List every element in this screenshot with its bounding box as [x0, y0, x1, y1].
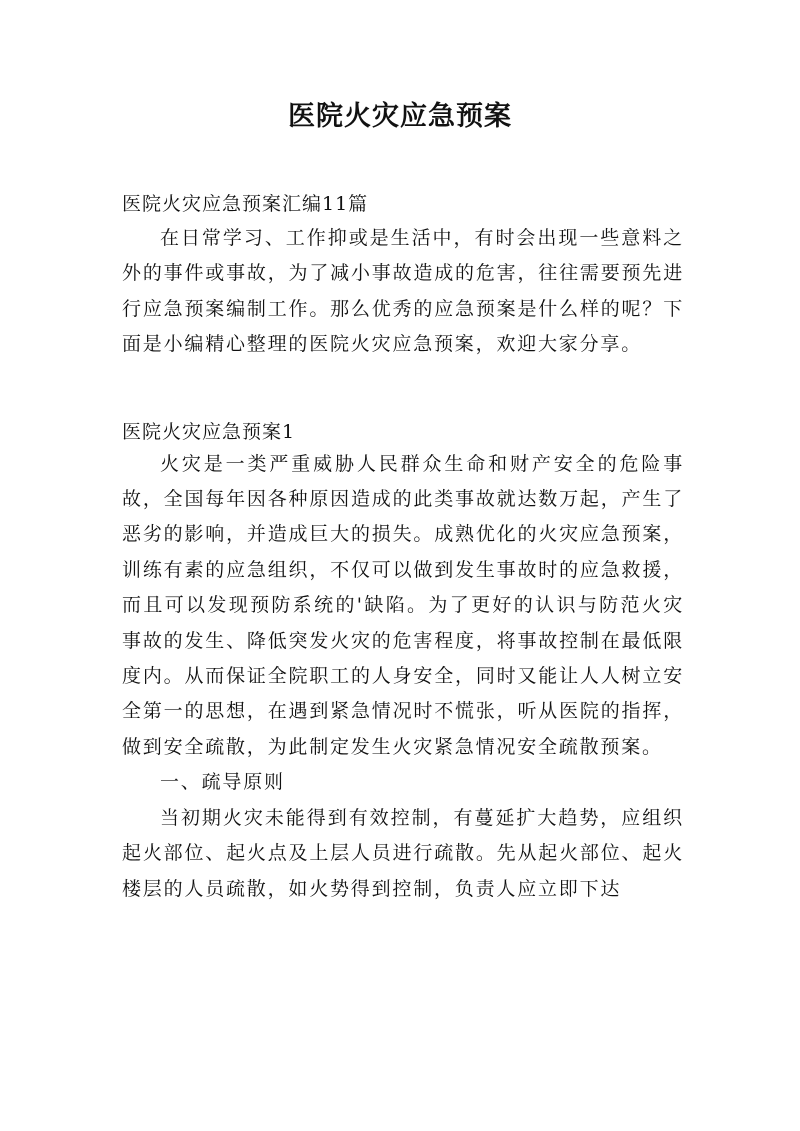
- document-title: 医院火灾应急预案: [288, 101, 512, 132]
- collection-subtitle: 医院火灾应急预案汇编11篇: [122, 193, 369, 215]
- document-body: [122, 189, 684, 907]
- section-spacer: [122, 363, 684, 417]
- section-heading: 医院火灾应急预案1: [122, 420, 296, 443]
- section-paragraph: 火灾是一类严重威胁人民群众生命和财产安全的危险事故，全国每年因各种原因造成的此类事故就达数万起，产生了恶劣的影响，并造成巨大的损失。成熟优化的火灾应急预案，训练有素的应急组织，不仅可以做到发生事故时的应急救援，而且可以发现预防系统的'缺陷。为了更好的认识与防范火灾事故的发生、降低突发火灾的危害程度，将事故控制在最低限度内。从而保证全院职工的人身安全，同时又能让人人树立安全第一的思想，在遇到紧急情况时不慌张，听从医院的指挥，做到安全疏散，为此制定发生火灾紧急情况安全疏散预案。: [122, 452, 684, 758]
- subsection-paragraph: 当初期火灾未能得到有效控制，有蔓延扩大趋势，应组织起火部位、起火点及上层人员进行疏散。先从起火部位、起火楼层的人员疏散，如火势得到控制，负责人应立即下达: [122, 806, 684, 900]
- intro-paragraph: 在日常学习、工作抑或是生活中，有时会出现一些意料之外的事件或事故，为了减小事故造成的危害，往往需要预先进行应急预案编制工作。那么优秀的应急预案是什么样的呢？下面是小编精心整理的医院火灾应急预案，欢迎大家分享。: [122, 227, 684, 356]
- section-subheading: 一、疏导原则: [160, 771, 285, 794]
